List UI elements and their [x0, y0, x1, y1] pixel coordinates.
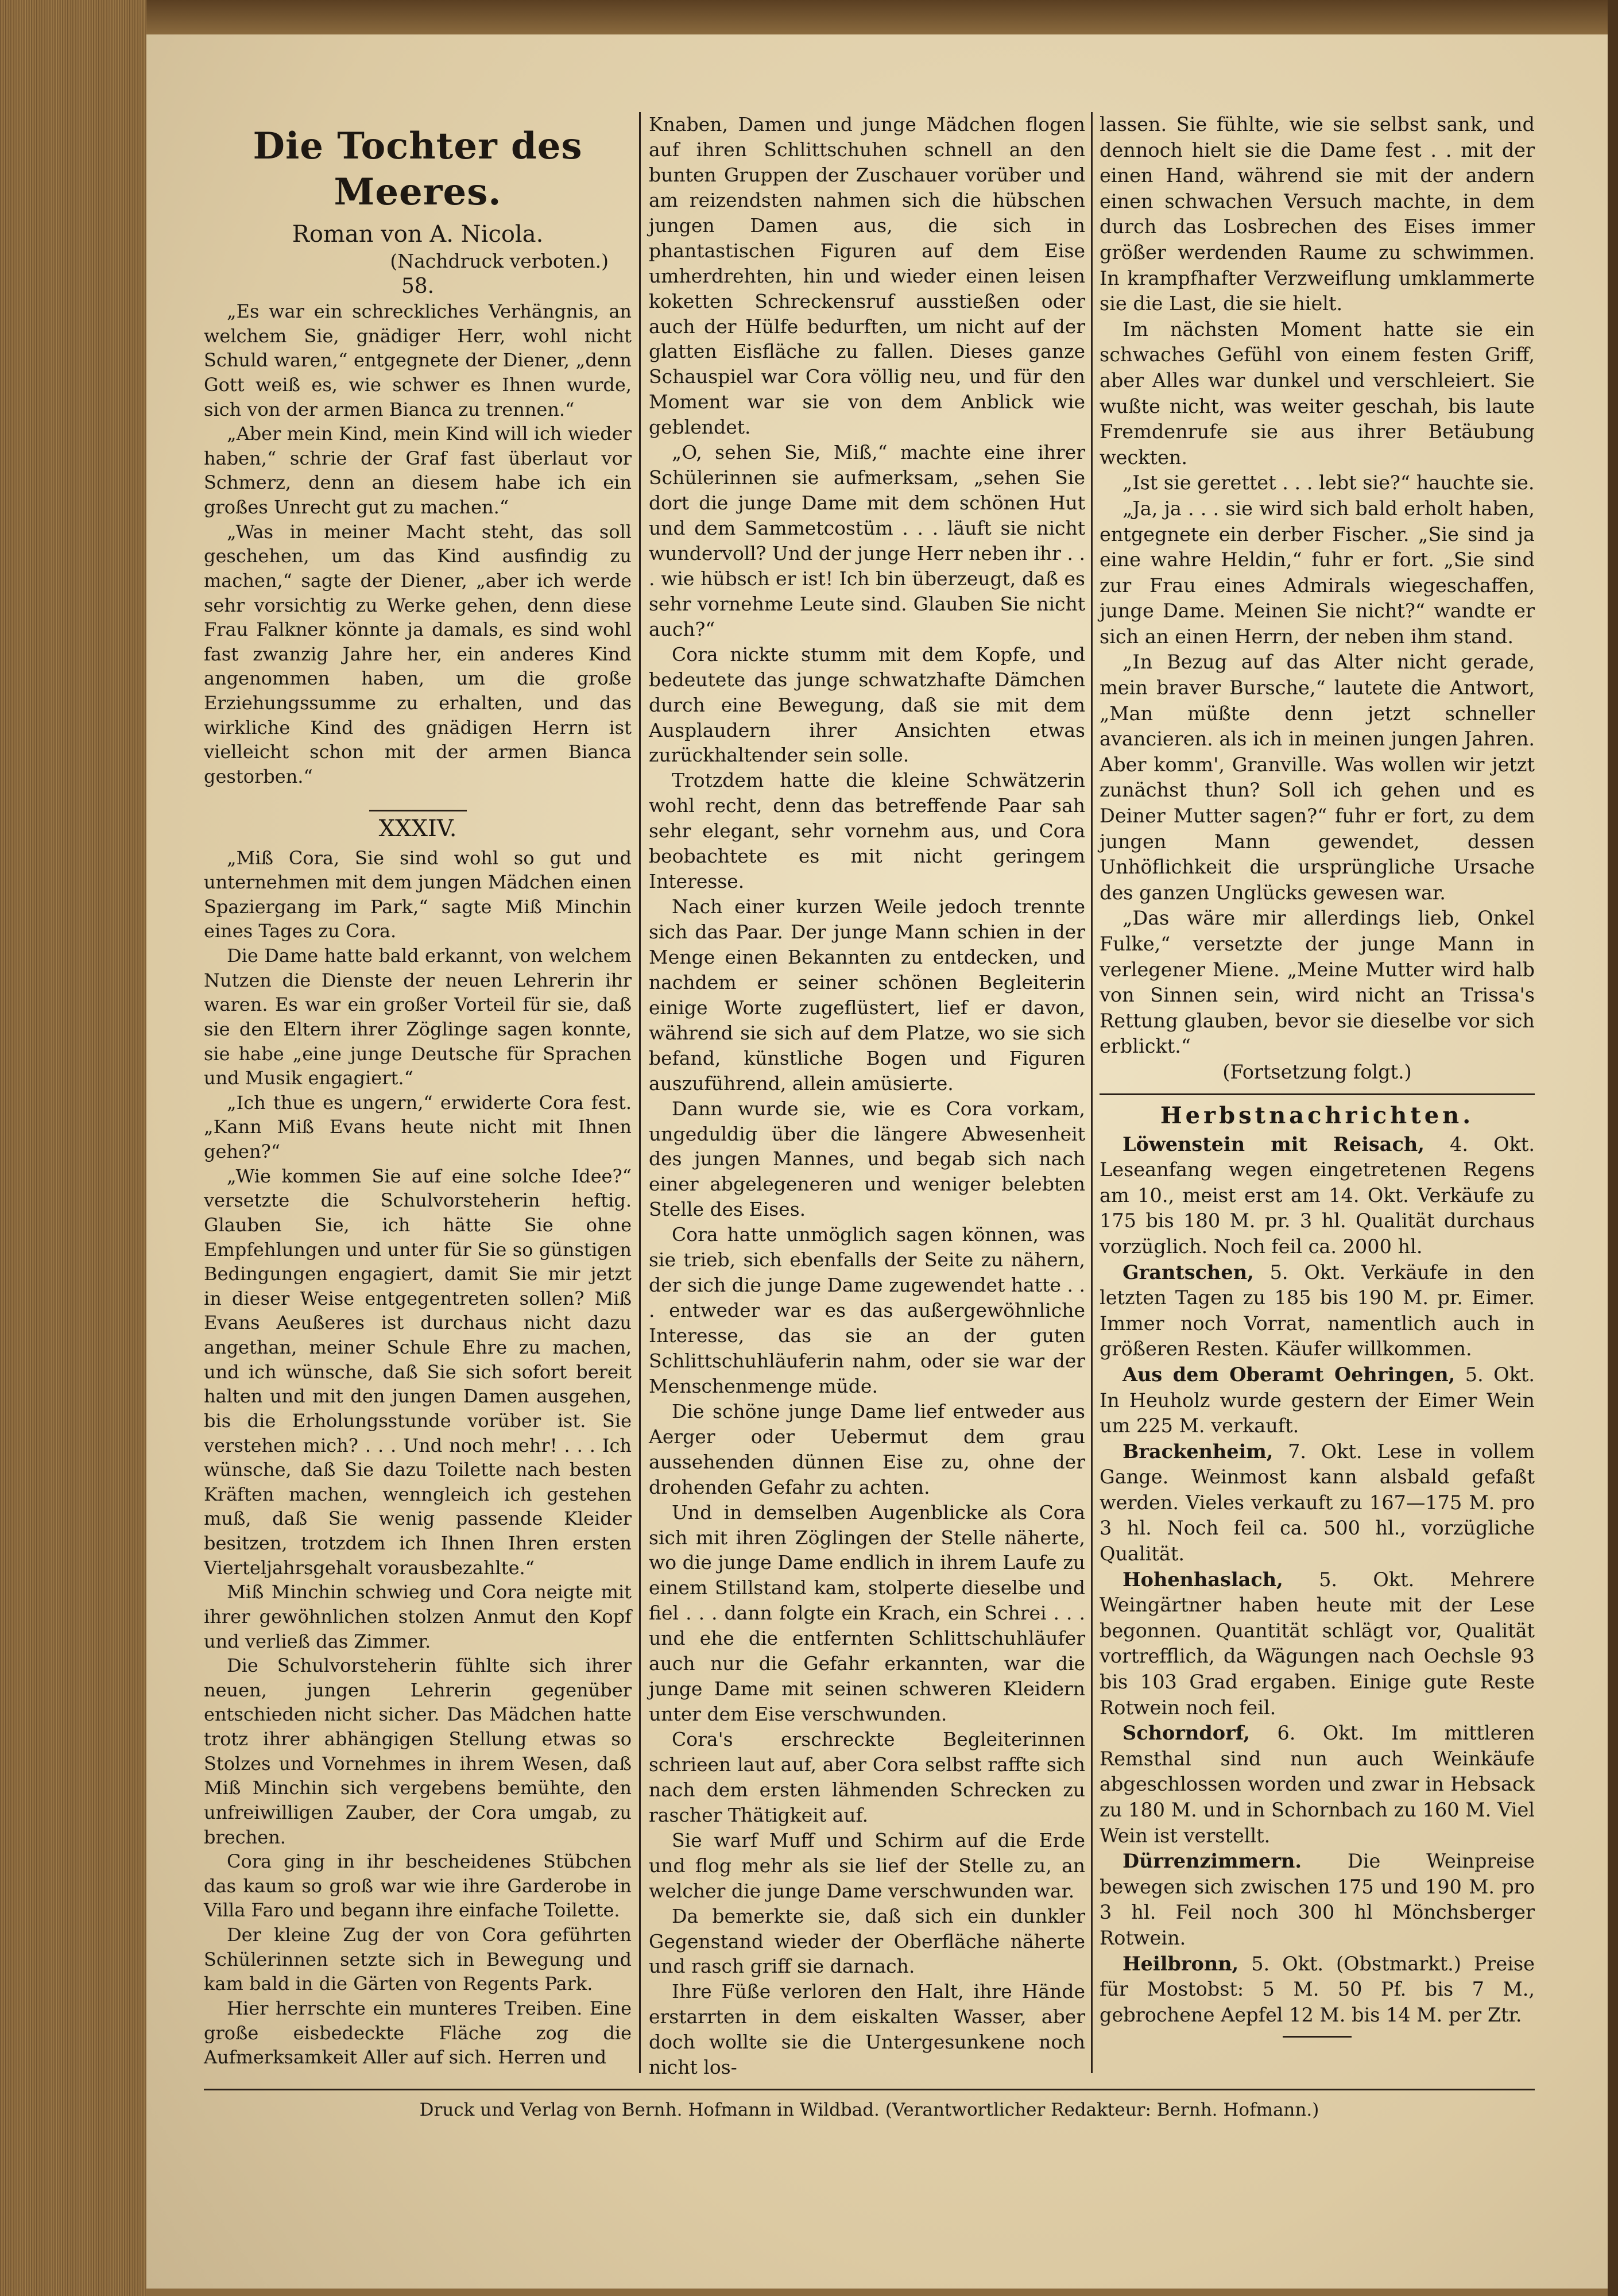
paragraph: Miß Minchin schwieg und Cora neigte mit ihrer gewöhnlichen stolzen Anmut den Kopf und verließ das Zimmer. [204, 1581, 632, 1652]
news-text: 5. Okt. Verkäufe in den letzten Tagen zu 185 bis 190 M. pr. Eimer. Immer noch Vorrat, namentlich auch in größeren Resten. Käufer willkommen. [1100, 1261, 1535, 1360]
paragraph: Im nächsten Moment hatte sie ein schwaches Gefühl von einem festen Griff, aber Alles war dunkel und verschleiert. Sie wußte nicht, was weiter geschah, bis laute Fremdenrufe sie aus ihrer Betäubung weckten. [1100, 318, 1535, 469]
paragraph: Die schöne junge Dame lief entweder aus Aerger oder Uebermut dem grau aussehenden dünnen Eise zu, ohne der drohenden Gefahr zu achten. [649, 1400, 1085, 1498]
news-item [1100, 1721, 1535, 1849]
paragraph: „Das wäre mir allerdings lieb, Onkel Fulke,“ versetzte der junge Mann in verlegener Miene. „Meine Mutter wird halb von Sinnen sein, wird nicht an Trissa's Rettung glauben, bevor sie dieselbe vor sich erblickt.“ [1100, 907, 1535, 1058]
paragraph: „Es war ein schreckliches Verhängnis, an welchem Sie, gnädiger Herr, wohl nicht Schuld waren,“ entgegnete der Diener, „denn Gott weiß es, wie schwer es Ihnen wurde, sich von der armen Bianca zu trennen.“ [204, 300, 632, 420]
imprint-footer: Druck und Verlag von Bernh. Hofmann in Wildbad. (Verantwortlicher Redakteur: Bernh. Hofmann.) [419, 2100, 1319, 2120]
news-place: Löwenstein mit Reisach, [1122, 1132, 1425, 1155]
column-1 [204, 112, 632, 2070]
page-right-edge [1608, 0, 1618, 2296]
paragraph: Cora hatte unmöglich sagen können, was sie trieb, sich ebenfalls der Seite zu nähern, der sich die junge Dame zugewendet hatte . . . entweder war es das außergewöhnliche Interesse, das sie an der guten Schlittschuhläuferin nahm, oder sie war der Menschenmenge müde. [649, 1223, 1085, 1397]
paragraph: Die Schulvorsteherin fühlte sich ihrer neuen, jungen Lehrerin gegenüber entschieden nicht sicher. Das Mädchen hatte trotz ihrer abhängigen Stellung etwas so Stolzes und Vornehmes in ihrem Wesen, daß Miß Minchin sich vergebens bemühte, den unfreiwilligen Zauber, der Cora umgab, zu brechen. [204, 1655, 632, 1848]
paragraph: Cora nickte stumm mit dem Kopfe, und bedeutete das junge schwatzhafte Dämchen durch eine Bewegung, daß sie mit dem Ausplaudern ihrer Ansichten etwas zurückhaltender sein solle. [649, 643, 1085, 767]
news-section-title: Herbstnachrichten. [1160, 1101, 1474, 1129]
chapter-heading: XXXIV. [369, 810, 467, 846]
news-place: Schorndorf, [1122, 1722, 1251, 1745]
paragraph: „Ich thue es ungern,“ erwiderte Cora fest. „Kann Miß Evans heute nicht mit Ihnen gehen?“ [204, 1091, 632, 1162]
section-divider [1100, 1093, 1535, 1095]
paragraph: „Ist sie gerettet . . . lebt sie?“ hauchte sie. [1122, 471, 1535, 494]
news-place: Dürrenzimmern. [1122, 1850, 1302, 1873]
paragraph: Sie warf Muff und Schirm auf die Erde und flog mehr als sie lief der Stelle zu, an welcher die junge Dame verschwunden war. [649, 1829, 1085, 1902]
news-text: Die Weinpreise bewegen sich zwischen 175 und 190 M. pro 3 hl. Feil noch 300 hl Mönchsberger Rotwein. [1100, 1850, 1535, 1949]
installment-number: 58. [401, 275, 435, 298]
paragraph: „Wie kommen Sie auf eine solche Idee?“ versetzte die Schulvorsteherin heftig. Glauben Sie, ich hätte Sie ohne Empfehlungen und unter für Sie so günstigen Bedingungen engagiert, damit Sie mir jetzt in dieser Weise entgegentreten sollen? Miß Evans Aeußeres ist durchaus nicht dazu angethan, meiner Schule Ehre zu machen, und ich wünsche, daß Sie sich sofort bereit halten und mit den jungen Damen ausgehen, bis die Erholungsstunde vorüber ist. Sie verstehen mich? . . . Und noch mehr! . . . Ich wünsche, daß Sie dazu Toilette nach besten Kräften machen, wenngleich ich gestehen muß, daß Sie wenig passende Kleider besitzen, trotzdem ich Ihnen Ihren ersten Vierteljahrsgehalt vorausbezahlte.“ [204, 1165, 632, 1579]
end-rule [1283, 2036, 1352, 2038]
news-item [1100, 1362, 1535, 1439]
story-byline: Roman von A. Nicola. [292, 221, 544, 248]
story-title: Die Tochter des Meeres. [253, 125, 583, 214]
paragraph: Ihre Füße verloren den Halt, ihre Hände erstarrten in dem eiskalten Wasser, aber doch wollte sie die Untergesunkene noch nicht los- [649, 1980, 1085, 2079]
news-text: 5. Okt. In Heuholz wurde gestern der Eimer Wein um 225 M. verkauft. [1100, 1363, 1535, 1437]
news-text: 4. Okt. Leseanfang wegen eingetretenen Regens am 10., meist erst am 14. Okt. Verkäufe zu 175 bis 180 M. pr. 3 hl. Qualität durchaus vorzüglich. Noch feil ca. 2000 hl. [1100, 1132, 1535, 1258]
paragraph: Dann wurde sie, wie es Cora vorkam, ungeduldig über die längere Abwesenheit des jungen Mannes, und begab sich nach einer abgelegeneren und weniger belebten Stelle des Eises. [649, 1097, 1085, 1221]
page-top-edge [146, 0, 1618, 34]
news-place: Brackenheim, [1122, 1440, 1274, 1463]
book-spine [0, 0, 146, 2296]
paragraph: Und in demselben Augenblicke als Cora sich mit ihren Zöglingen der Stelle näherte, wo die junge Dame endlich in ihrem Laufe zu einem Stillstand kam, stolperte dieselbe und fiel . . . dann folgte ein Krach, ein Schrei . . . und ehe die entfernten Schlittschuhläufer auch nur die Gefahr erkannten, war die junge Dame mit seinen schweren Kleidern unter dem Eise verschwunden. [649, 1501, 1085, 1726]
news-place: Hohenhaslach, [1122, 1568, 1283, 1591]
news-item [1100, 1849, 1535, 1951]
news-place: Heilbronn, [1122, 1952, 1239, 1975]
paragraph: Die Dame hatte bald erkannt, von welchem Nutzen die Dienste der neuen Lehrerin ihr waren. Es war ein großer Vorteil für sie, daß sie den Eltern ihrer Zöglinge sagen konnte, sie habe „eine junge Deutsche für Sprachen und Musik engagiert.“ [204, 945, 632, 1089]
paragraph: „Ja, ja . . . sie wird sich bald erholt haben, entgegnete ein derber Fischer. „Sie sind ja eine wahre Heldin,“ fuhr er fort. „Sie sind zur Frau eines Admirals wiegeschaffen, junge Dame. Meinen Sie nicht?“ wandte er sich an einen Herrn, der neben ihm stand. [1100, 497, 1535, 648]
paragraph: Cora ging in ihr bescheidenes Stübchen das kaum so groß war wie ihre Garderobe in Villa Faro und begann ihre einfache Toilette. [204, 1850, 632, 1922]
news-item [1100, 1567, 1535, 1721]
paragraph: Da bemerkte sie, daß sich ein dunkler Gegenstand wieder der Oberfläche näherte und rasch griff sie darnach. [649, 1904, 1085, 1978]
paragraph: Hier herrschte ein munteres Treiben. Eine große eisbedeckte Fläche zog die Aufmerksamkeit Aller auf sich. Herren und [204, 1997, 632, 2069]
news-text: 7. Okt. Lese in vollem Gange. Weinmost kann alsbald gefaßt werden. Vieles verkauft zu 167—175 M. pro 3 hl. Noch feil ca. 500 hl., vorzügliche Qualität. [1100, 1440, 1535, 1566]
news-item [1100, 1132, 1535, 1260]
column-2 [649, 112, 1085, 2080]
paragraph: „O, sehen Sie, Miß,“ machte eine ihrer Schülerinnen sie aufmerksam, „sehen Sie dort die junge Dame mit dem schönen Hut und dem Sammetcostüm . . . läuft sie nicht wundervoll? Und der junge Herr neben ihr . . . wie hübsch er ist! Ich bin überzeugt, daß es sehr vornehme Leute sind. Glauben Sie nicht auch?“ [649, 441, 1085, 640]
continued-note: (Fortsetzung folgt.) [1222, 1060, 1412, 1083]
reprint-note: (Nachdruck verboten.) [390, 250, 609, 272]
paragraph: Knaben, Damen und junge Mädchen flogen auf ihren Schlittschuhen schnell an den bunten Gruppen der Zuschauer vorüber und am reizendsten nahmen sich die hübschen jungen Damen aus, die sich in phantastischen Figuren auf dem Eise umherdrehten, hin und wieder einen leisen koketten Schreckensruf ausstießen oder auch der Hülfe bedurften, um nicht auf der glatten Eisfläche zu fallen. Dieses ganze Schauspiel war Cora völlig neu, und für den Moment war sie von dem Anblick wie geblendet. [649, 113, 1085, 439]
news-item [1100, 1439, 1535, 1567]
paragraph: „Was in meiner Macht steht, das soll geschehen, um das Kind ausfindig zu machen,“ sagte der Diener, „aber ich werde sehr vorsichtig zu Werke gehen, denn diese Frau Falkner könnte ja damals, es sind wohl fast zwanzig Jahre her, ein anderes Kind angenommen haben, um die große Erziehungssumme zu erhalten, und das wirkliche Kind des gnädigen Herrn ist vielleicht schon mit der armen Bianca gestorben.“ [204, 520, 632, 787]
column-divider-1 [639, 112, 641, 2073]
news-item [1100, 1951, 1535, 2028]
paragraph: „Miß Cora, Sie sind wohl so gut und unternehmen mit dem jungen Mädchen einen Spaziergang im Park,“ sagte Miß Minchin eines Tages zu Cora. [204, 846, 632, 942]
paragraph: Cora's erschreckte Begleiterinnen schrieen laut auf, aber Cora selbst raffte sich nach dem ersten lähmenden Schrecken zu rascher Thätigkeit auf. [649, 1728, 1085, 1826]
paragraph: Trotzdem hatte die kleine Schwätzerin wohl recht, denn das betreffende Paar sah sehr elegant, sehr vornehm aus, und Cora beobachtete es mit nicht geringem Interesse. [649, 769, 1085, 893]
column-3 [1100, 112, 1535, 2038]
paragraph: Nach einer kurzen Weile jedoch trennte sich das Paar. Der junge Mann schien in der Menge einen Bekannten zu entdecken, und nachdem er seiner schönen Begleiterin einige Worte zugeflüstert, lief er davon, während sie sich auf dem Platze, wo sie sich befand, künstliche Bogen und Figuren auszuführend, allein amüsierte. [649, 895, 1085, 1095]
news-text: 6. Okt. Im mittleren Remsthal sind nun auch Weinkäufe abgeschlossen worden und zwar in Hebsack zu 180 M. und in Schornbach zu 160 M. Viel Wein ist verstellt. [1100, 1722, 1535, 1847]
news-item [1100, 1260, 1535, 1362]
news-place: Aus dem Oberamt Oehringen, [1122, 1363, 1456, 1386]
news-place: Grantschen, [1122, 1261, 1254, 1284]
column-divider-2 [1091, 112, 1093, 2073]
footer-divider [204, 2089, 1535, 2090]
news-text: 5. Okt. Mehrere Weingärtner haben heute mit der Lese begonnen. Quantität schlägt vor, Qualität vortrefflich, da Wägungen nach Oechsle 93 bis 103 Grad ergaben. Einige gute Reste Rotwein noch feil. [1100, 1568, 1535, 1719]
paragraph: „Aber mein Kind, mein Kind will ich wieder haben,“ schrie der Graf fast überlaut vor Schmerz, denn an diesem habe ich ein großes Unrecht gut zu machen.“ [204, 423, 632, 518]
paragraph: „In Bezug auf das Alter nicht gerade, mein braver Bursche,“ lautete die Antwort, „Man müßte denn jetzt schneller avancieren. als ich in meinen jungen Jahren. Aber komm', Granville. Was wollen wir jetzt zunächst thun? Soll ich gehen und es Deiner Mutter sagen?“ fuhr er fort, zu dem jungen Mann gewendet, dessen Unhöflichkeit die ursprüngliche Ursache des ganzen Unglücks gewesen war. [1100, 651, 1535, 904]
news-text: 5. Okt. (Obstmarkt.) Preise für Mostobst: 5 M. 50 Pf. bis 7 M., gebrochene Aepfel 12 M. bis 14 M. per Ztr. [1100, 1952, 1535, 2026]
paragraph: Der kleine Zug der von Cora geführten Schülerinnen setzte sich in Bewegung und kam bald in die Gärten von Regents Park. [204, 1924, 632, 1995]
paragraph: lassen. Sie fühlte, wie sie selbst sank, und dennoch hielt sie die Dame fest . . mit der einen Hand, während sie mit der andern einen schwachen Versuch machte, in dem durch das Losbrechen des Eises immer größer werdenden Raume zu schwimmen. In krampfhafter Verzweiflung umklammerte sie die Last, die sie hielt. [1100, 113, 1535, 315]
